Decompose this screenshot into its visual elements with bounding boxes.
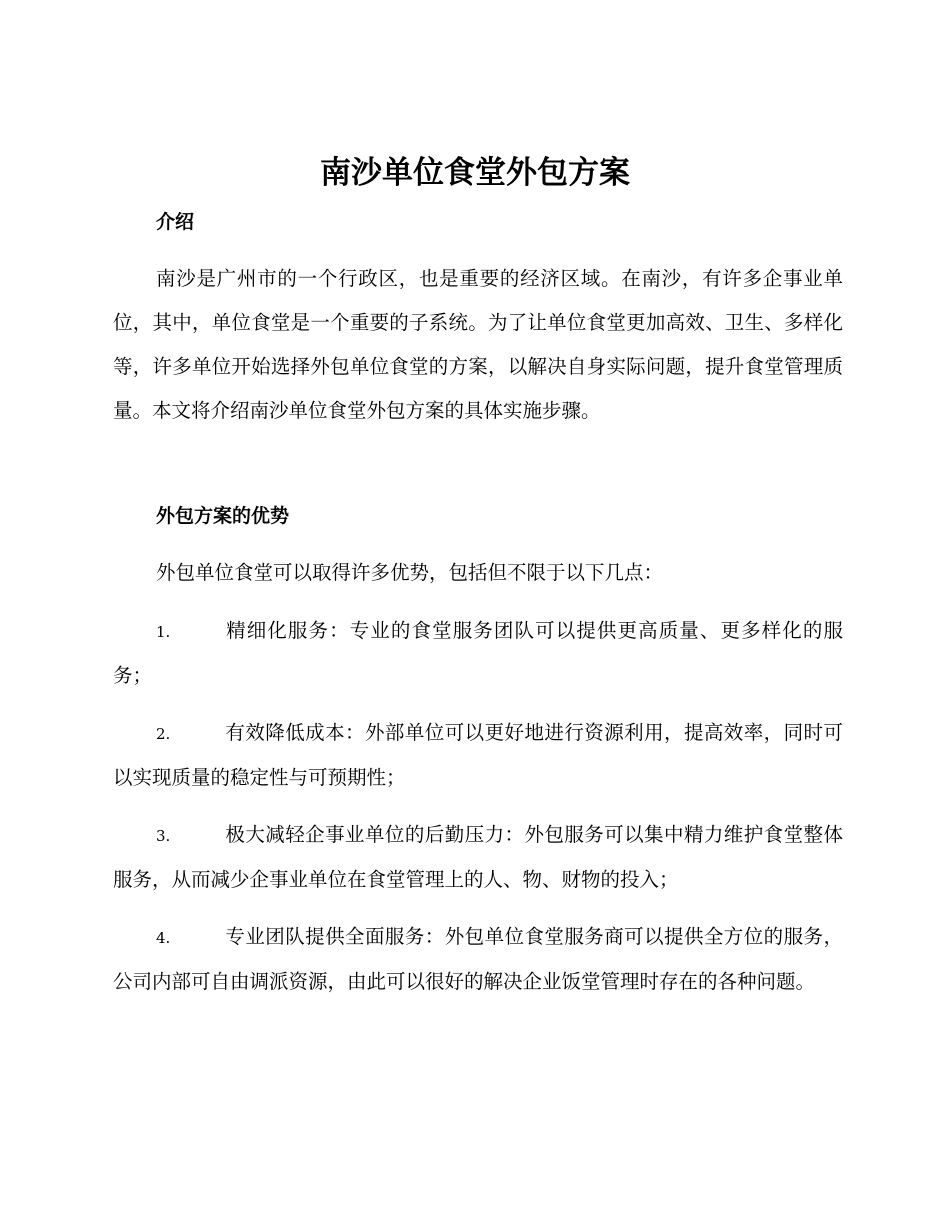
list-item xyxy=(113,711,843,800)
intro-paragraph: 南沙是广州市的一个行政区，也是重要的经济区域。在南沙，有许多企事业单位，其中，单位食堂是一个重要的子系统。为了让单位食堂更加高效、卫生、多样化等，许多单位开始选择外包单位食堂的方案，以解决自身实际问题，提升食堂管理质量。本文将介绍南沙单位食堂外包方案的具体实施步骤。 xyxy=(113,267,843,422)
list-item-text: 有效降低成本：外部单位可以更好地进行资源利用，提高效率，同时可以实现质量的稳定性与可预期性； xyxy=(113,721,843,789)
section-heading-intro: 介绍 xyxy=(156,211,195,233)
list-item-text: 精细化服务：专业的食堂服务团队可以提供更高质量、更多样化的服务； xyxy=(113,619,843,687)
advantages-intro-paragraph: 外包单位食堂可以取得许多优势，包括但不限于以下几点： xyxy=(156,561,664,584)
list-item-text: 专业团队提供全面服务：外包单位食堂服务商可以提供全方位的服务，公司内部可自由调派资源，由此可以很好的解决企业饭堂管理时存在的各种问题。 xyxy=(113,925,843,993)
list-item-number: 3. xyxy=(156,827,171,845)
section-heading-advantages: 外包方案的优势 xyxy=(156,505,290,527)
list-item xyxy=(113,915,843,1004)
list-item-number: 1. xyxy=(156,623,171,641)
list-item-number: 2. xyxy=(156,725,171,743)
list-item-number: 4. xyxy=(156,929,171,947)
document-title: 南沙单位食堂外包方案 xyxy=(320,155,630,191)
list-item-text: 极大减轻企事业单位的后勤压力：外包服务可以集中精力维护食堂整体服务，从而减少企事业单位在食堂管理上的人、物、财物的投入； xyxy=(113,823,843,891)
list-item xyxy=(113,609,843,698)
list-item xyxy=(113,813,843,902)
